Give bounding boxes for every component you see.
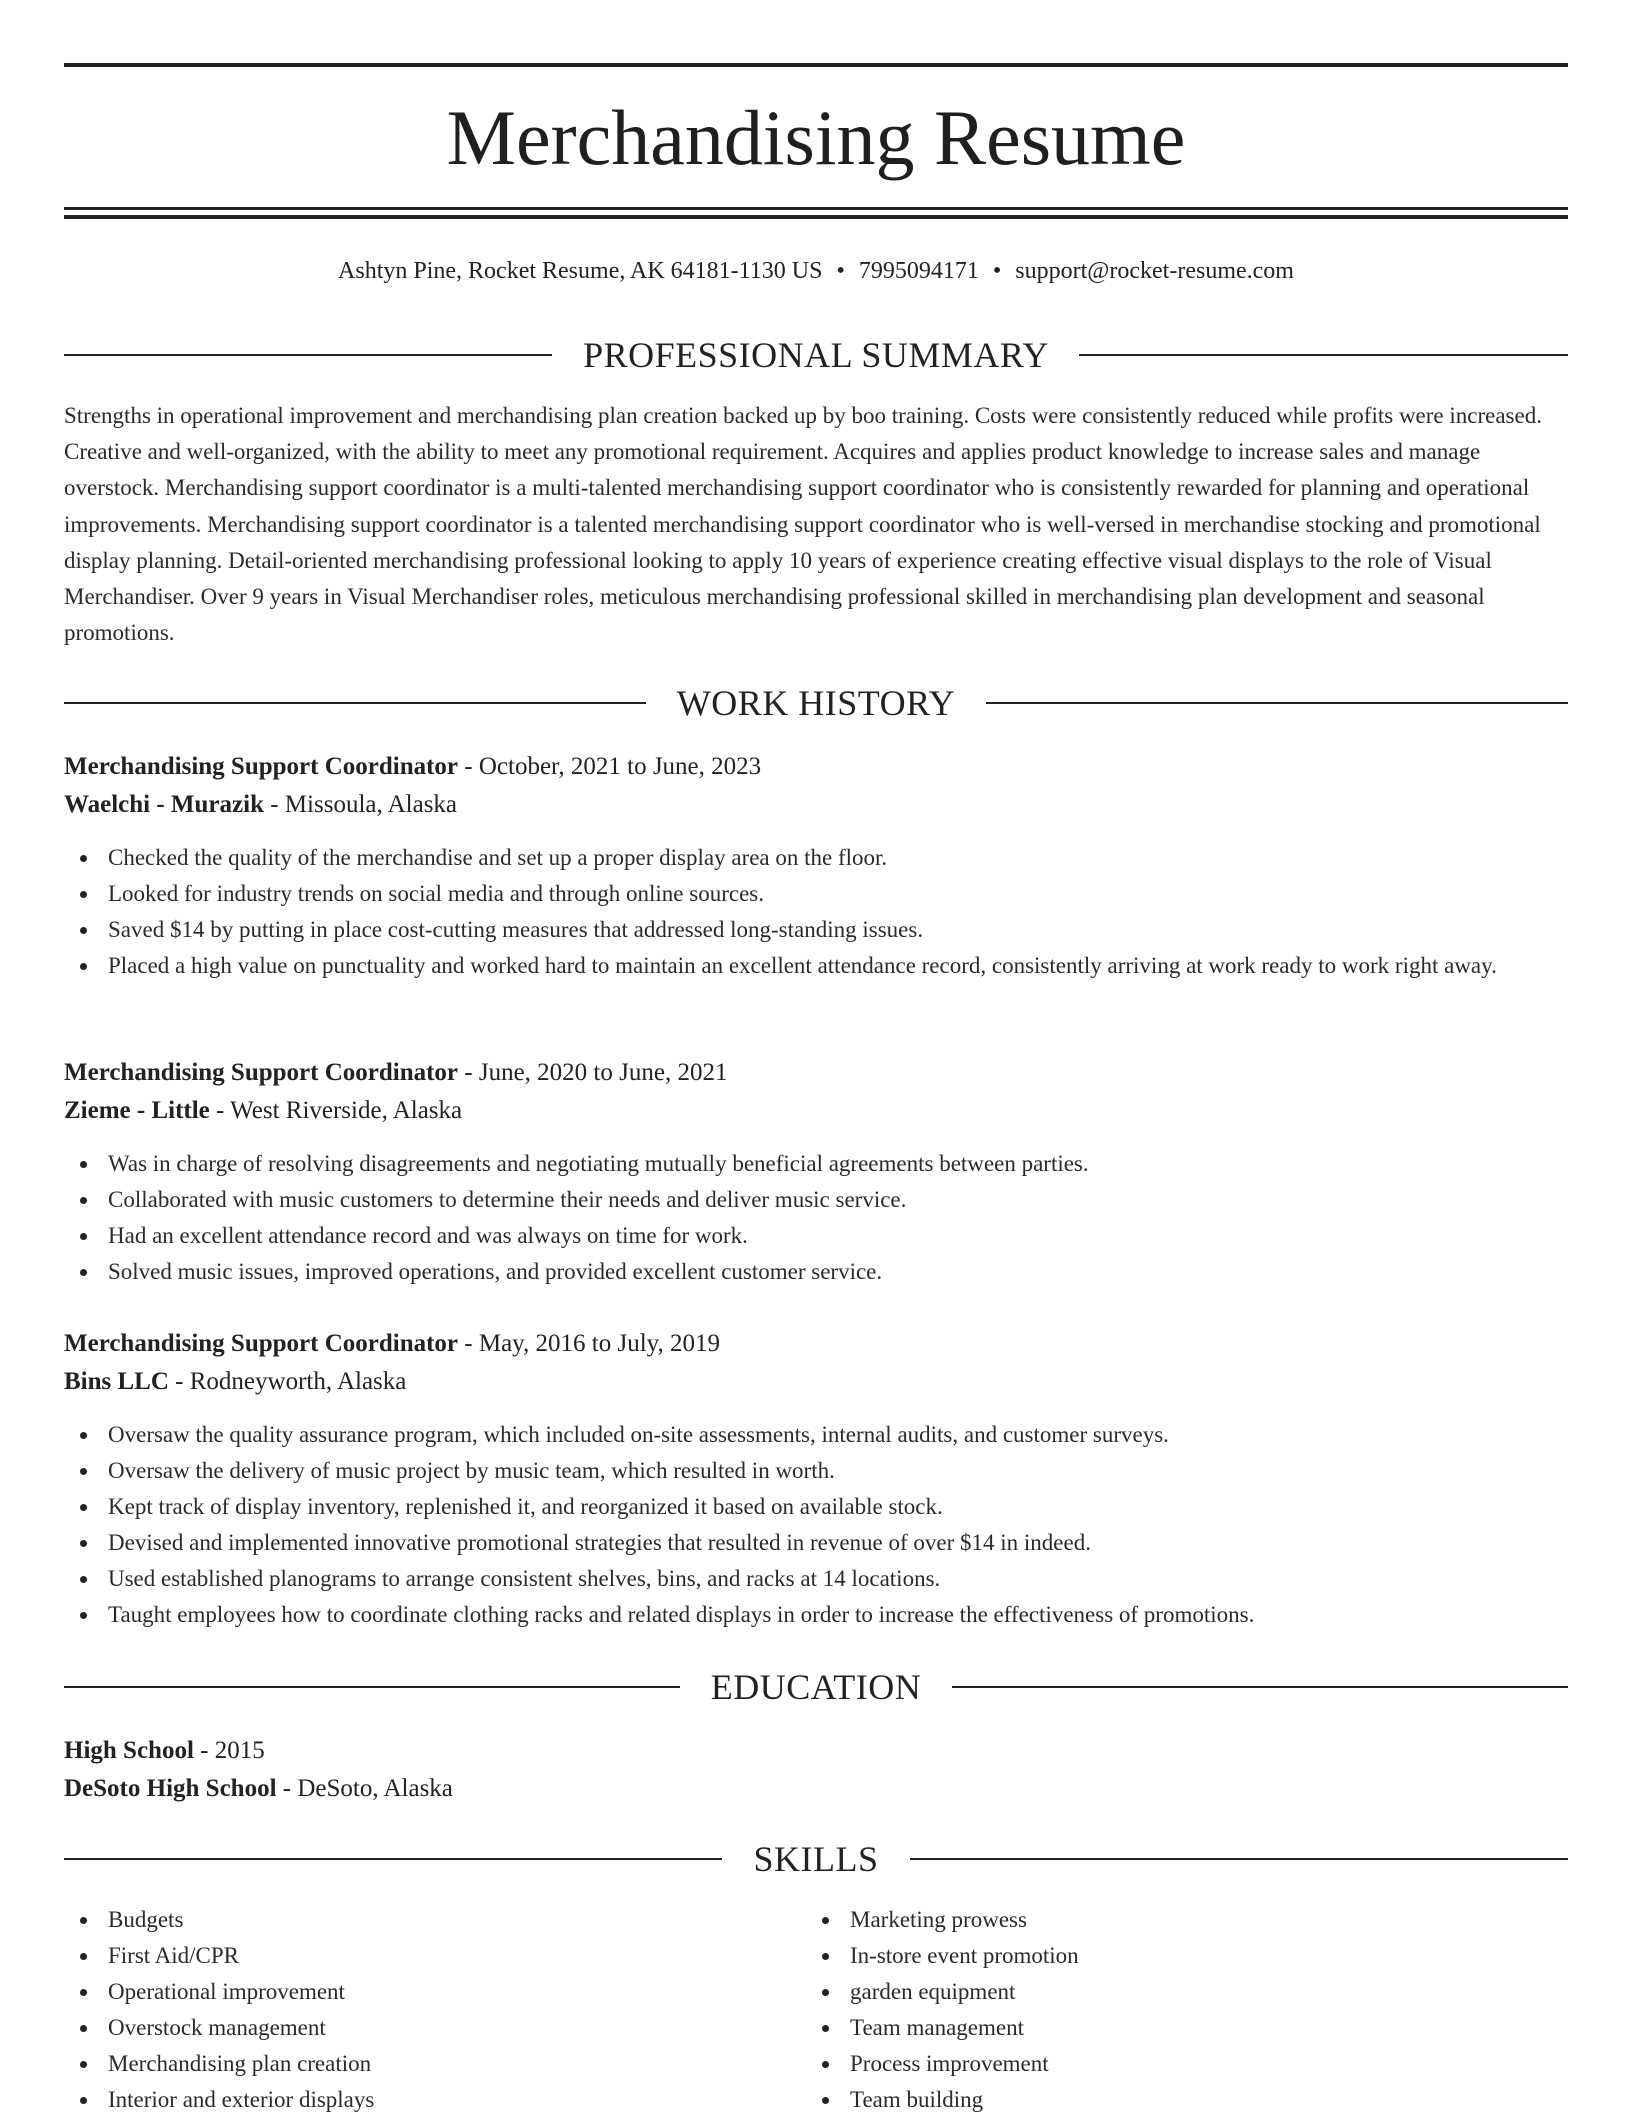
- skills-column-left: [64, 1902, 764, 2118]
- section-title: PROFESSIONAL SUMMARY: [583, 335, 1049, 375]
- list-item: Overstock management: [64, 2010, 764, 2046]
- education-degree: High School: [64, 1737, 194, 1764]
- section-title: SKILLS: [753, 1839, 879, 1879]
- section-heading-skills: [64, 1836, 1568, 1882]
- list-item: Taught employees how to coordinate clothing racks and related displays in order to increase the effectiveness of promotions.: [64, 1597, 1568, 1633]
- list-item: Had an excellent attendance record and was always on time for work.: [64, 1218, 1568, 1254]
- section-heading-education: [64, 1664, 1568, 1710]
- list-item: Operational improvement: [64, 1974, 764, 2010]
- job-location: - Rodneyworth, Alaska: [175, 1368, 407, 1395]
- job-company: Waelchi - Murazik: [64, 791, 264, 818]
- job-location: - Missoula, Alaska: [270, 791, 458, 818]
- job-title-line: [64, 748, 1568, 786]
- education-school-line: [64, 1770, 1568, 1808]
- job-bullet-list: [64, 1146, 1568, 1290]
- top-rule: [64, 63, 1568, 67]
- list-item: Oversaw the quality assurance program, which included on-site assessments, internal audits, and customer surveys.: [64, 1417, 1568, 1453]
- job-bullet-list: [64, 840, 1568, 984]
- education-school: DeSoto High School: [64, 1775, 277, 1802]
- contact-line: [0, 254, 1632, 288]
- contact-separator: •: [836, 258, 845, 284]
- list-item: In-store event promotion: [806, 1938, 1506, 1974]
- job-entry: [64, 1325, 1568, 1633]
- list-item: Was in charge of resolving disagreements and negotiating mutually beneficial agreements between parties.: [64, 1146, 1568, 1182]
- list-item: Marketing prowess: [806, 1902, 1506, 1938]
- list-item: Used established planograms to arrange consistent shelves, bins, and racks at 14 locations.: [64, 1561, 1568, 1597]
- job-title-line: [64, 1054, 1568, 1092]
- education-year: - 2015: [200, 1737, 265, 1764]
- job-company: Bins LLC: [64, 1368, 169, 1395]
- contact-email: support@rocket-resume.com: [1015, 258, 1294, 284]
- list-item: Kept track of display inventory, replenished it, and reorganized it based on available stock.: [64, 1489, 1568, 1525]
- job-bullet-list: [64, 1417, 1568, 1633]
- list-item: Devised and implemented innovative promotional strategies that resulted in revenue of over $14 in indeed.: [64, 1525, 1568, 1561]
- job-title: Merchandising Support Coordinator: [64, 1330, 459, 1357]
- education-entry: [64, 1732, 1568, 1808]
- job-company-line: [64, 1092, 1568, 1130]
- list-item: Merchandising plan creation: [64, 2046, 764, 2082]
- contact-separator: •: [992, 258, 1002, 284]
- list-item: Team management: [806, 2010, 1506, 2046]
- list-item: Team building: [806, 2082, 1506, 2118]
- summary-paragraph: Strengths in operational improvement and merchandising plan creation backed up by boo training. Costs were consistently reduced while profits were increased. Creative and well-organized, with the ability to meet any promotional requirement. Acquires and applies product knowledge to increase sales and manage overstock. Merchandising support coordinator is a multi-talented merchandising support coordinator who is consistently rewarded for planning and operational improvements. Merchandising support coordinator is a talented merchandising support coordinator who is well-versed in merchandise stocking and promotional display planning. Detail-oriented merchandising professional looking to apply 10 years of experience creating effective visual displays to the role of Visual Merchandiser. Over 9 years in Visual Merchandiser roles, meticulous merchandising professional skilled in merchandising plan development and seasonal promotions.: [64, 403, 1542, 646]
- job-company-line: [64, 1363, 1568, 1401]
- section-heading-work-history: [64, 680, 1568, 726]
- job-location: - West Riverside, Alaska: [216, 1097, 463, 1124]
- job-dates: - June, 2020 to June, 2021: [464, 1059, 728, 1086]
- job-title: Merchandising Support Coordinator: [64, 753, 459, 780]
- job-title: Merchandising Support Coordinator: [64, 1059, 459, 1086]
- education-location: - DeSoto, Alaska: [282, 1775, 453, 1802]
- page-title: Merchandising Resume: [446, 94, 1186, 181]
- list-item: Budgets: [64, 1902, 764, 1938]
- list-item: Looked for industry trends on social media and through online sources.: [64, 876, 1568, 912]
- list-item: Saved $14 by putting in place cost-cutting measures that addressed long-standing issues.: [64, 912, 1568, 948]
- job-company-line: [64, 786, 1568, 824]
- skills-column-right: [806, 1902, 1506, 2118]
- list-item: Process improvement: [806, 2046, 1506, 2082]
- list-item: garden equipment: [806, 1974, 1506, 2010]
- title-double-rule-lower: [64, 215, 1568, 219]
- list-item: Interior and exterior displays: [64, 2082, 764, 2118]
- list-item: Solved music issues, improved operations, and provided excellent customer service.: [64, 1254, 1568, 1290]
- list-item: Oversaw the delivery of music project by music team, which resulted in worth.: [64, 1453, 1568, 1489]
- job-company: Zieme - Little: [64, 1097, 210, 1124]
- contact-address: Ashtyn Pine, Rocket Resume, AK 64181-1130 US: [338, 258, 823, 284]
- job-dates: - May, 2016 to July, 2019: [464, 1330, 721, 1357]
- list-item: Collaborated with music customers to determine their needs and deliver music service.: [64, 1182, 1568, 1218]
- education-degree-line: [64, 1732, 1568, 1770]
- job-dates: - October, 2021 to June, 2023: [464, 753, 762, 780]
- skills-list: [64, 1902, 764, 2118]
- list-item: First Aid/CPR: [64, 1938, 764, 1974]
- job-entry: [64, 1054, 1568, 1290]
- section-heading-summary: [64, 332, 1568, 378]
- title-double-rule-upper: [64, 207, 1568, 210]
- section-title: WORK HISTORY: [676, 683, 956, 723]
- contact-phone: 7995094171: [858, 258, 979, 284]
- job-title-line: [64, 1325, 1568, 1363]
- section-title: EDUCATION: [710, 1667, 922, 1707]
- job-entry: [64, 748, 1568, 984]
- skills-list: [806, 1902, 1506, 2118]
- list-item: Checked the quality of the merchandise and set up a proper display area on the floor.: [64, 840, 1568, 876]
- list-item: Placed a high value on punctuality and worked hard to maintain an excellent attendance record, consistently arriving at work ready to work right away.: [64, 948, 1568, 984]
